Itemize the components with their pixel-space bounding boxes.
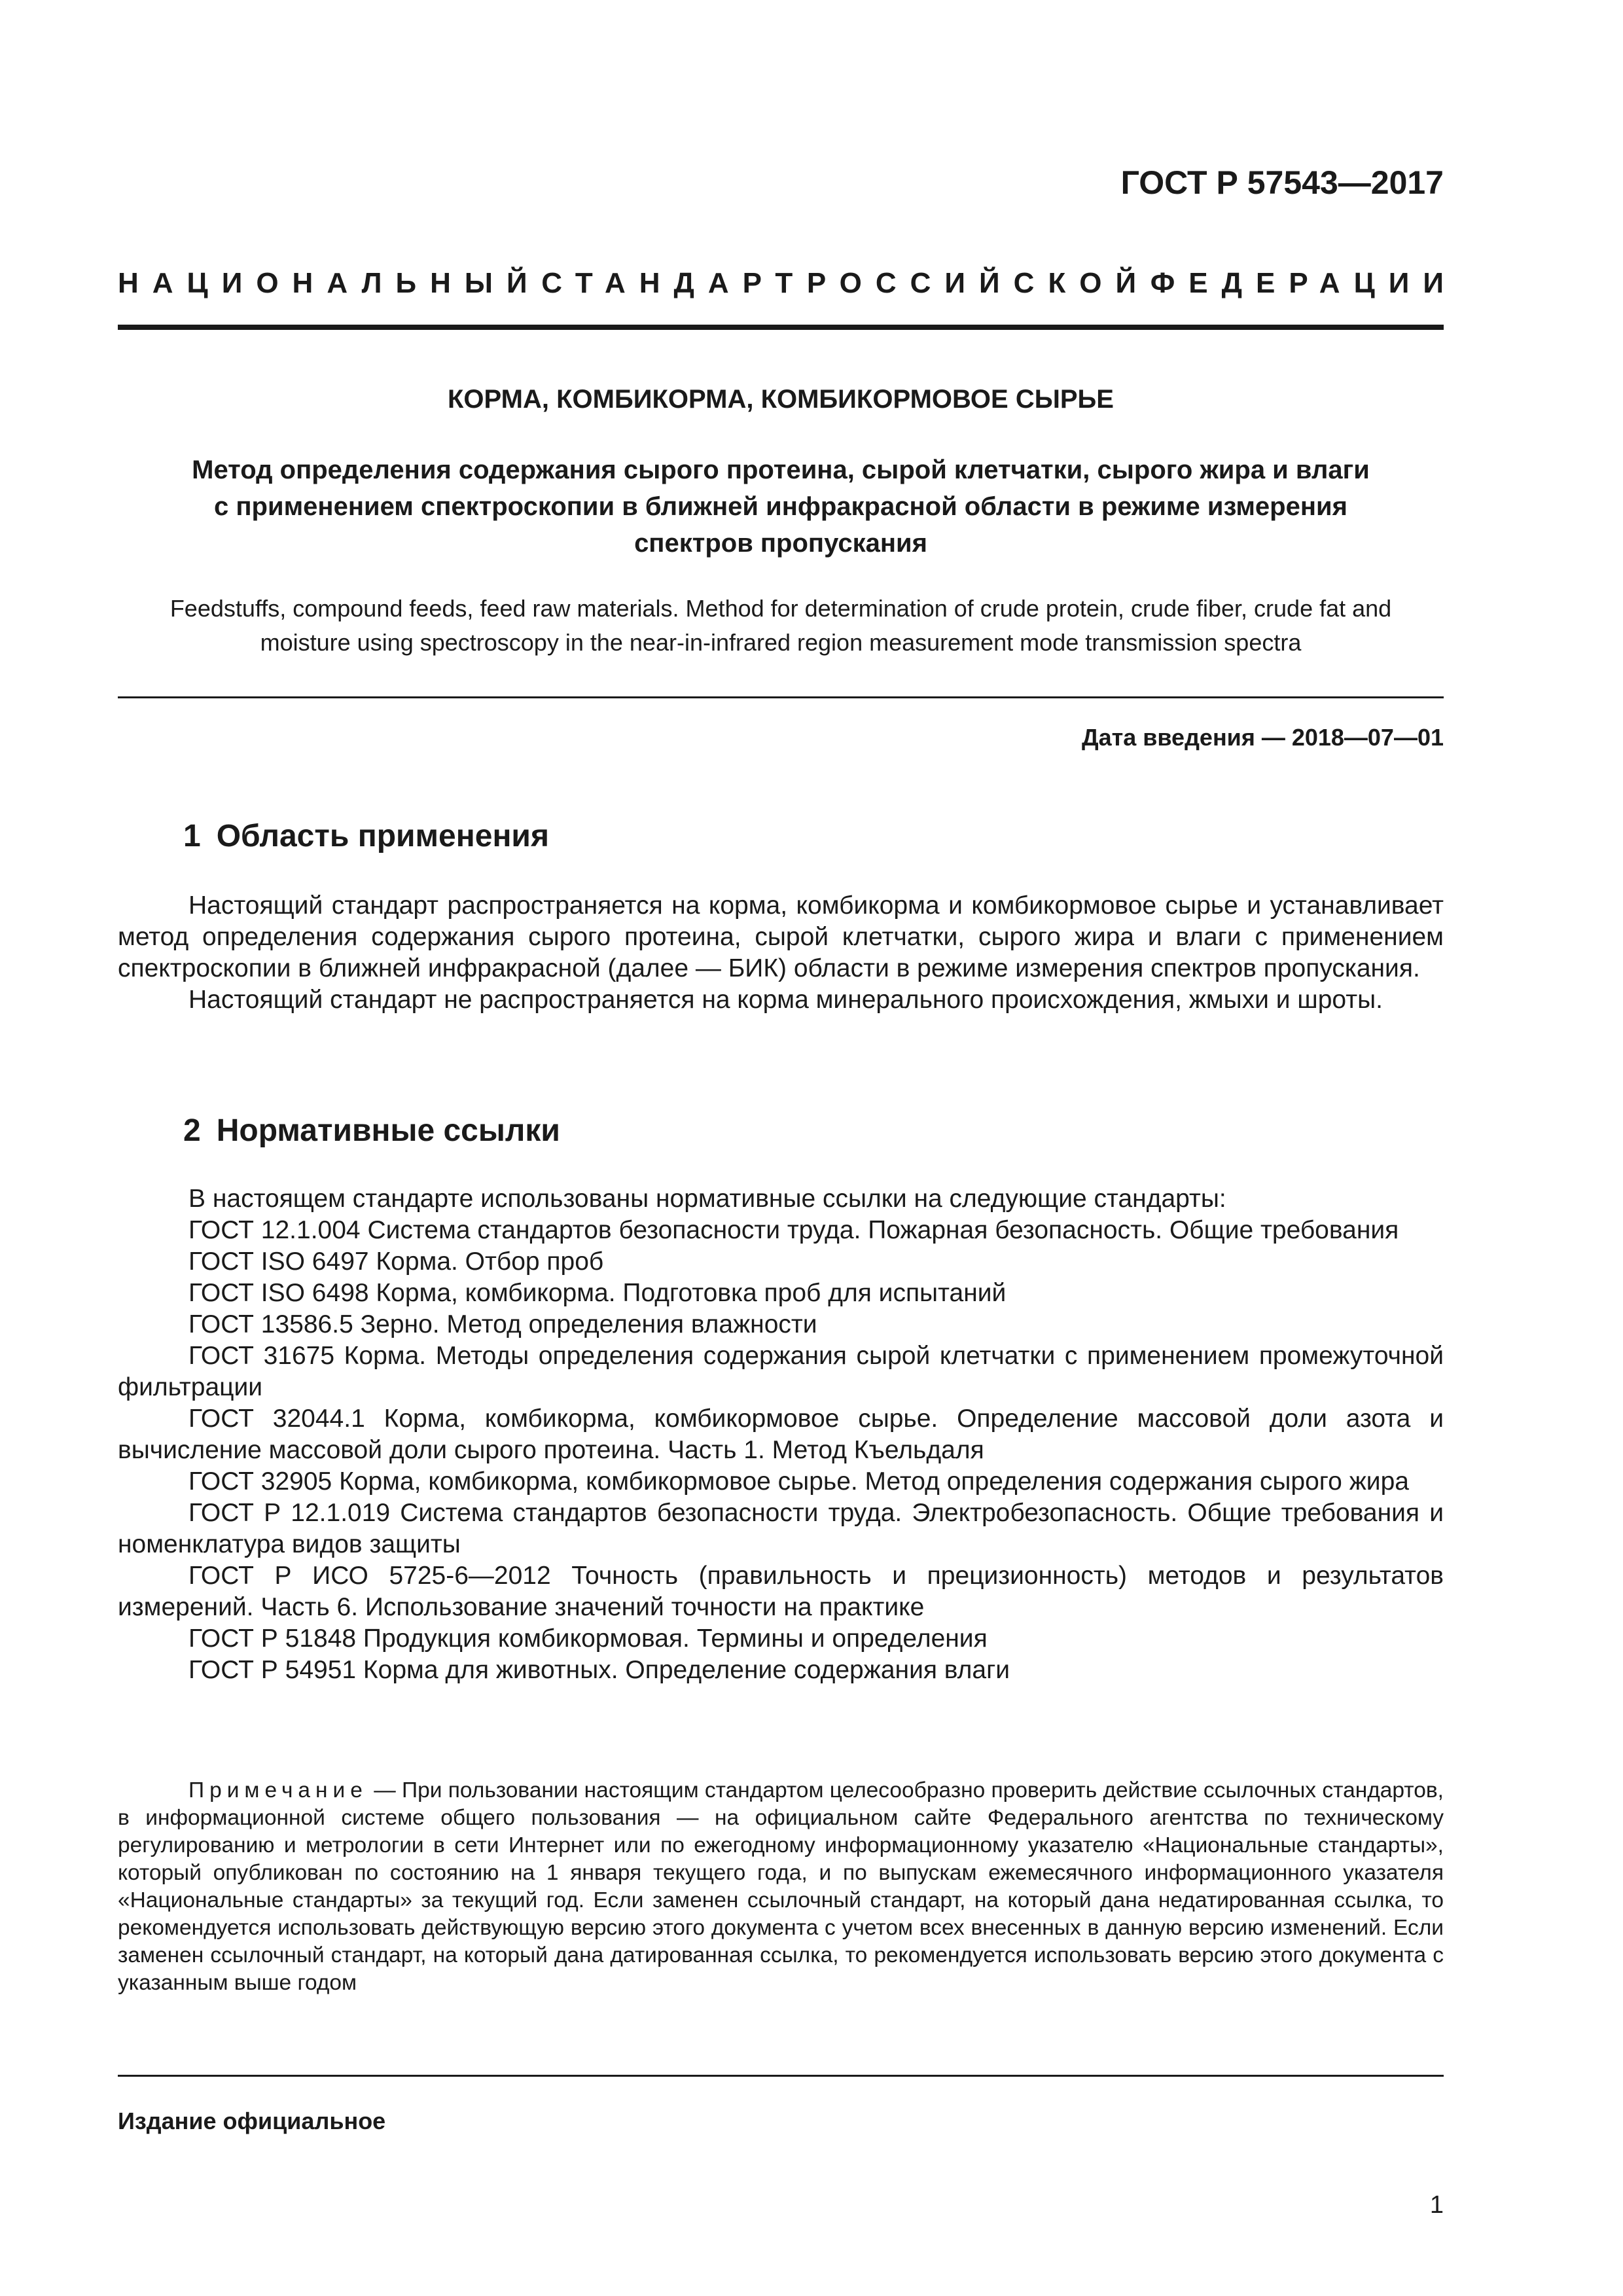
subtitle-line: спектров пропускания — [634, 529, 927, 558]
subtitle-line: с применением спектроскопии в ближней инфракрасной области в режиме измерения — [214, 492, 1347, 521]
paragraph: Настоящий стандарт не распространяется на корма минерального происхождения, жмыхи и шроты. — [188, 986, 1383, 1014]
section-number: 2 — [183, 1113, 201, 1148]
page-number: 1 — [1429, 2191, 1444, 2219]
reference-item: ГОСТ Р 54951 Корма для животных. Определение содержания влаги — [188, 1656, 1010, 1684]
document-page — [118, 0, 1457, 2296]
reference-item: ГОСТ 13586.5 Зерно. Метод определения влажности — [188, 1310, 817, 1338]
note-text: — При пользовании настоящим стандартом целесообразно проверить действие ссылочных стандартов, в информационной системе общего пользования — на официальном сайте Федерального агентства по техническому регулированию и метрологии в сети Интернет или по ежегодному информационному указателю «Национальные стандарты», который опубликован по состоянию на 1 января текущего года, и по выпускам ежемесячного информационного указателя «Национальные стандарты» за текущий год. Если заменен ссылочный стандарт, на который дана недатированная ссылка, то рекомендуется использовать действующую версию этого документа с учетом всех внесенных в данную версию изменений. Если заменен ссылочный стандарт, на который дана датированная ссылка, то рекомендуется использовать версию этого документа с указанным выше годом — [118, 1778, 1444, 1995]
header-divider — [118, 325, 1444, 330]
reference-item: ГОСТ Р ИСО 5725-6—2012 Точность (правильность и прецизионность) методов и результатов измерений. Часть 6. Использование значений точности на практике — [118, 1562, 1444, 1621]
reference-item: ГОСТ 12.1.004 Система стандартов безопасности труда. Пожарная безопасность. Общие требования — [188, 1216, 1399, 1244]
banner-word: НАЦИОНАЛЬНЫЙ — [118, 267, 541, 299]
references-note — [118, 1777, 1444, 1997]
footer-divider — [118, 2075, 1444, 2077]
english-title-line: moisture using spectroscopy in the near-in-infrared region measurement mode transmission spectra — [260, 629, 1302, 656]
reference-item: ГОСТ Р 12.1.019 Система стандартов безопасности труда. Электробезопасность. Общие требования и номенклатура видов защиты — [118, 1499, 1444, 1558]
banner-word: РОССИЙСКОЙ — [806, 267, 1150, 299]
national-standard-banner — [118, 267, 1457, 300]
section-number: 1 — [183, 819, 201, 853]
section-heading-references — [183, 1113, 560, 1149]
reference-item: ГОСТ 32905 Корма, комбикорма, комбикормовое сырье. Метод определения содержания сырого жира — [188, 1467, 1409, 1496]
references-intro: В настоящем стандарте использованы нормативные ссылки на следующие стандарты: — [188, 1185, 1226, 1213]
english-title — [118, 592, 1444, 660]
banner-word: ФЕДЕРАЦИИ — [1150, 267, 1457, 299]
effective-date: Дата введения — 2018—07—01 — [1081, 724, 1444, 751]
subtitle-line: Метод определения содержания сырого протеина, сырой клетчатки, сырого жира и влаги — [192, 456, 1370, 484]
section-title: Область применения — [216, 819, 549, 853]
english-title-line: Feedstuffs, compound feeds, feed raw materials. Method for determination of crude protein, crude fiber, crude fat and — [169, 595, 1392, 622]
section-title: Нормативные ссылки — [216, 1113, 560, 1148]
document-subtitle — [118, 452, 1444, 562]
reference-item: ГОСТ Р 51848 Продукция комбикормовая. Термины и определения — [188, 1624, 988, 1653]
document-number: ГОСТ Р 57543—2017 — [1120, 164, 1444, 201]
title-divider — [118, 696, 1444, 698]
official-edition-label: Издание официальное — [118, 2108, 386, 2134]
reference-item: ГОСТ 32044.1 Корма, комбикорма, комбикормовое сырье. Определение массовой доли азота и вычисление массовой доли сырого протеина. Часть 1. Метод Къельдаля — [118, 1405, 1444, 1464]
section-references-body — [118, 1183, 1444, 1686]
paragraph: Настоящий стандарт распространяется на корма, комбикорма и комбикормовое сырье и устанавливает метод определения содержания сырого протеина, сырой клетчатки, сырого жира и влаги с применением спектроскопии в ближней инфракрасной (далее — БИК) области в режиме измерения спектров пропускания. — [118, 891, 1444, 982]
section-scope-body — [118, 890, 1444, 1016]
reference-item: ГОСТ ISO 6498 Корма, комбикорма. Подготовка проб для испытаний — [188, 1279, 1007, 1307]
banner-word: СТАНДАРТ — [541, 267, 807, 299]
section-heading-scope — [183, 818, 549, 854]
reference-item: ГОСТ ISO 6497 Корма. Отбор проб — [188, 1247, 604, 1276]
note-label: Примечание — [188, 1778, 368, 1803]
reference-item: ГОСТ 31675 Корма. Методы определения содержания сырой клетчатки с применением промежуточной фильтрации — [118, 1342, 1444, 1401]
document-title: КОРМА, КОМБИКОРМА, КОМБИКОРМОВОЕ СЫРЬЕ — [448, 385, 1114, 414]
